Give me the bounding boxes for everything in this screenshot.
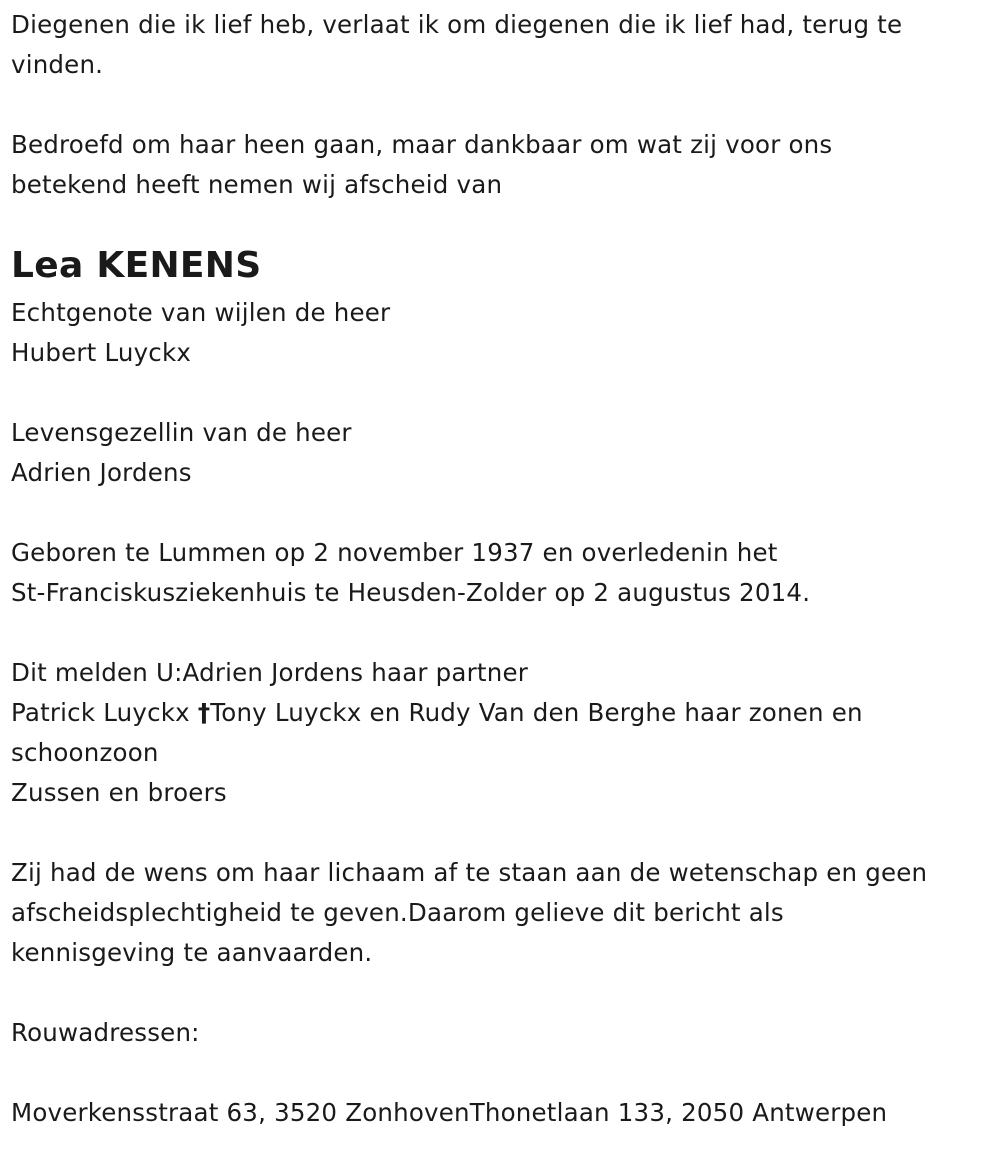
announcers-line-2 <box>11 693 863 733</box>
intro-line-1: Bedroefd om haar heen gaan, maar dankbaar om wat zij voor ons <box>11 130 833 159</box>
wish-line-1: Zij had de wens om haar lichaam af te staan aan de wetenschap en geen <box>11 858 928 887</box>
addresses-label-text: Rouwadressen: <box>11 1018 200 1047</box>
announcers-line-4: Zussen en broers <box>11 778 227 807</box>
quote-line-1: Diegenen die ik lief heb, verlaat ik om diegenen die ik lief had, terug te <box>11 10 903 39</box>
wish-text <box>11 853 927 973</box>
announcers-line-1: Dit melden U:Adrien Jordens haar partner <box>11 658 528 687</box>
announcers-line-2-start: Patrick Luyckx <box>11 698 198 727</box>
deceased-name: Lea KENENS <box>11 245 262 286</box>
spouse-line-1: Echtgenote van wijlen de heer <box>11 298 391 327</box>
addresses-line: Moverkensstraat 63, 3520 ZonhovenThonetlaan 133, 2050 Antwerpen <box>11 1098 888 1127</box>
announcers-list <box>11 653 863 813</box>
quote-line-2: vinden. <box>11 50 104 79</box>
birth-death-info <box>11 533 810 613</box>
spouse-info <box>11 293 390 373</box>
opening-quote <box>11 5 902 85</box>
birth-death-line-2: St-Franciskusziekenhuis te Heusden-Zolder op 2 augustus 2014. <box>11 578 811 607</box>
cross-icon: † <box>197 698 211 727</box>
addresses <box>11 1093 887 1133</box>
wish-line-2: afscheidsplechtigheid te geven.Daarom gelieve dit bericht als <box>11 898 784 927</box>
announcers-line-2-end: Tony Luyckx en Rudy Van den Berghe haar zonen en <box>210 698 863 727</box>
announcers-line-3: schoonzoon <box>11 738 159 767</box>
intro-text <box>11 125 832 205</box>
partner-info <box>11 413 352 493</box>
spouse-line-2: Hubert Luyckx <box>11 338 192 367</box>
birth-death-line-1: Geboren te Lummen op 2 november 1937 en overledenin het <box>11 538 778 567</box>
partner-line-1: Levensgezellin van de heer <box>11 418 352 447</box>
wish-line-3: kennisgeving te aanvaarden. <box>11 938 373 967</box>
partner-line-2: Adrien Jordens <box>11 458 192 487</box>
addresses-label <box>11 1013 200 1053</box>
intro-line-2: betekend heeft nemen wij afscheid van <box>11 170 503 199</box>
